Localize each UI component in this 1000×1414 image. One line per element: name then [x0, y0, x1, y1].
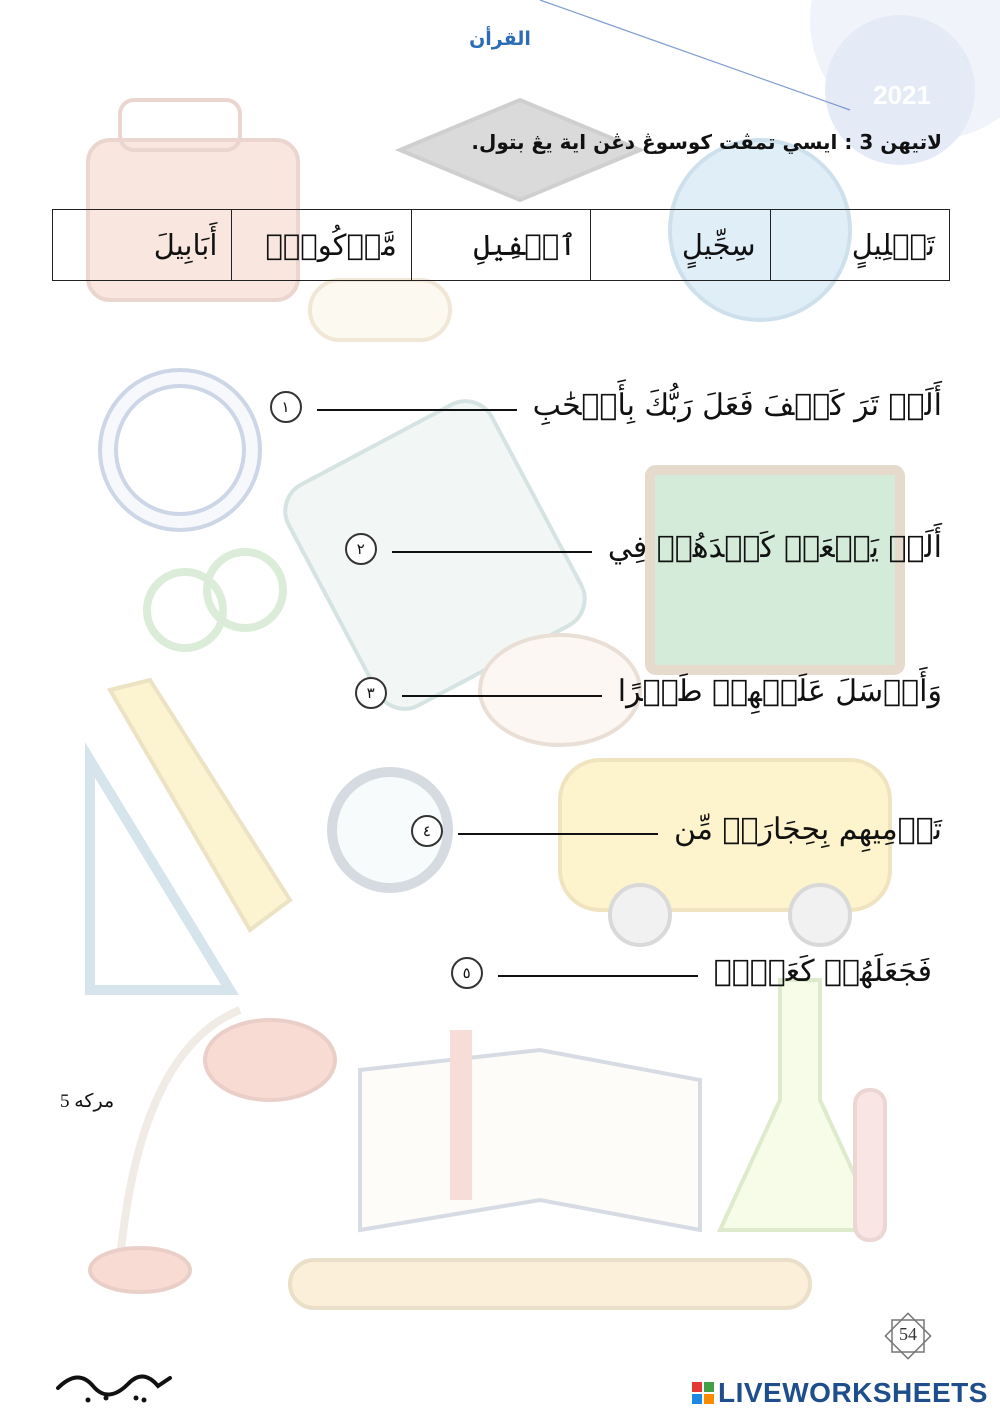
word-bank-cell: مَّأۡكُولِۭ — [232, 210, 411, 281]
word-bank-cell: سِجِّيلٍ — [591, 210, 770, 281]
page-number-badge — [884, 1312, 932, 1360]
verse-4 — [411, 812, 942, 847]
verse-1 — [270, 388, 942, 423]
verse-number-marker: ٢ — [345, 533, 377, 565]
liveworksheets-logo-icon — [692, 1382, 714, 1404]
verse-number-marker: ٤ — [411, 815, 443, 847]
verse-2 — [345, 530, 942, 565]
answer-blank-2[interactable] — [392, 545, 592, 553]
answer-blank-4[interactable] — [458, 827, 658, 835]
verse-text: أَلَمۡ يَجۡعَلۡ كَيۡدَهُمۡ فِي — [607, 530, 942, 565]
word-bank-table — [52, 209, 950, 281]
verse-text: فَجَعَلَهُمۡ كَعَصۡفٖ — [713, 954, 932, 989]
verse-number-marker: ١ — [270, 391, 302, 423]
answer-blank-5[interactable] — [498, 969, 698, 977]
liveworksheets-brand[interactable] — [692, 1376, 988, 1410]
marks-label: 5 مركه — [60, 1091, 115, 1112]
verse-5 — [451, 954, 932, 989]
verse-text: وَأَرۡسَلَ عَلَيۡهِمۡ طَيۡرًا — [617, 674, 942, 709]
verse-text: أَلَمۡ تَرَ كَيۡفَ فَعَلَ رَبُّكَ بِأَصۡحَٰبِ — [532, 388, 942, 423]
word-bank-cell: أَبَابِيلَ — [53, 210, 232, 281]
verse-3 — [355, 674, 942, 709]
instruction-text: لاتيهن 3 : ايسي تمڤت كوسوڠ دڠن اية يڠ بتول. — [471, 130, 942, 154]
page-number: 54 — [899, 1324, 917, 1344]
brand-name: LIVEWORKSHEETS — [718, 1377, 988, 1408]
word-bank-row — [53, 210, 950, 281]
subject-title: القرأن — [469, 28, 531, 50]
word-bank-cell: تَضۡلِيلٍ — [770, 210, 949, 281]
year-label: 2021 — [873, 80, 931, 110]
verse-text: تَرۡمِيهِم بِحِجَارَةٖ مِّن — [674, 812, 942, 847]
answer-blank-3[interactable] — [402, 689, 602, 697]
verse-number-marker: ٥ — [451, 957, 483, 989]
word-bank-cell: ٱلۡفِيلِ — [411, 210, 590, 281]
verse-number-marker: ٣ — [355, 677, 387, 709]
answer-blank-1[interactable] — [317, 403, 517, 411]
signature — [48, 1348, 178, 1408]
